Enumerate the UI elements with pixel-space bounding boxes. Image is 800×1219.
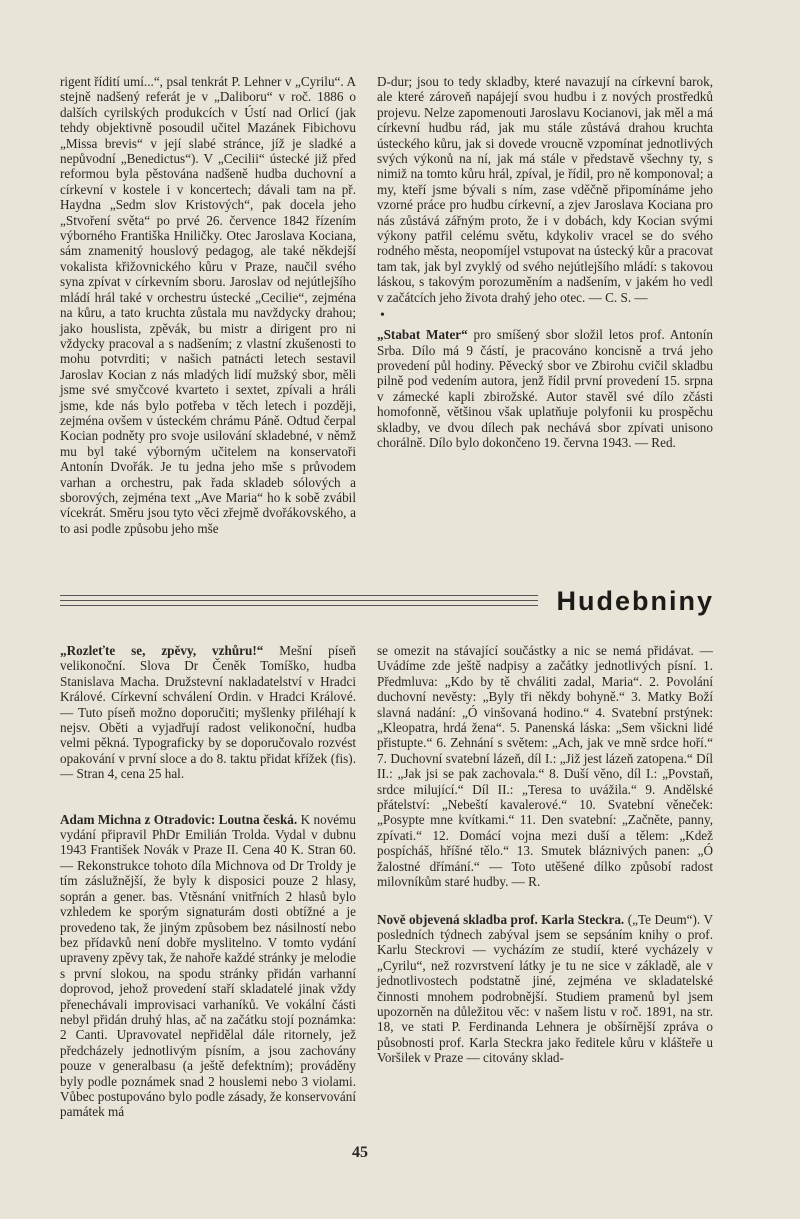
section-header: [60, 586, 714, 626]
header-rule: [60, 605, 538, 606]
review-loutna-ceska: [60, 812, 356, 1120]
column-bottom-right: [377, 643, 713, 1066]
page-number: 45: [352, 1144, 368, 1161]
review-title: „Rozleťte se, zpěvy, vzhůru!“: [60, 643, 264, 658]
paragraph-kocian-end: D-dur; jsou to tedy skladby, které navazují na církevní barok, ale které zároveň napájejí svou hudbu i z nových prostředků projevu. Nelze zapomenouti Jaroslavu Kocianovi, jak měl a má církevní hudbu rád, jak mu stále zůstává drahou kruchta ústeckého kůru, jak si dovede vroucně vzpomínat jednotlivých svých výkonů na ní, jak má stále v představě všechny ty, s nimiž na tomto kůru hrál, zpíval, je řídil, pro ně komponoval; a my, kteří jsme bývali s ním, zase vděčně připomínáme jeho vzorné práce pro hudbu církevní, a zjev Jaroslava Kociana pro nás zůstává zářným proto, že i v dobách, kdy Kocian svými výkony patřil celému světu, kdykoliv vracel se do svého rodného města, neopomíjel vstupovat na ústecký kůr a pracovat tam tak, jak byl zvyklý od svého nejútlejšího mládí: s takovou láskou, s takovým porozuměním a nadšením, v jakém ho vedl v začátcích jeho života drahý jeho otec. — C. S. —: [377, 74, 713, 305]
article-title: Nově objevená skladba prof. Karla Steckra.: [377, 911, 625, 927]
section-title: Hudebniny: [556, 586, 714, 616]
review-text: Mešní píseň velikonoční. Slova Dr Čeněk Tomíško, hudba Stanislava Macha. Družstevní nakladatelství v Hradci Králové. Církevní schválení Ordin. v Hradci Králové. — Tuto píseň možno doporučiti; myšlenky přiléhají k nejsv. Oběti a vyjadřují radost velikonoční, hudba velmi pěkná. Typograficky by se doporučovalo rozvést opakování v první sloce a do 8. taktu přidat křížek (fis). — Stran 4, cena 25 hal.: [60, 643, 356, 782]
article-stabat-mater: [377, 327, 713, 450]
article-kocian-continued: [60, 74, 356, 536]
column-top-right: [377, 74, 713, 450]
article-text: pro smíšený sbor složil letos prof. Antonín Srba. Dílo má 9 částí, je pracováno koncisně a trvá jeho provedení půl hodiny. Pěvecký sbor ve Zbirohu cvičil skladbu pilně pod vedením autora, jenž řídil první provedení 15. srpna v zámecké kapli zbirožské. Autor stavěl své dílo zčásti homofonně, většinou však uplatňuje polyfonii ku prospěchu skladby, ve dvou dílech pak nechává sbor zpívati unisono chorálně. Dílo bylo dokončeno 19. června 1943. — Red.: [377, 327, 713, 450]
article-text: („Te Deum“). V posledních týdnech zabýval jsem se sepsáním knihy o prof. Karlu Steckrovi — vycházím ze studií, které vycházely v „Cyrilu“, než rozvrstvení látky je tu ne sice v základě, ale v jednotlivostech podstatně jiné, zejména ve skladatelské činnosti mnohem podrobnější. Studiem pramenů byl jsem upozorněn na důležitou věc: v našem listu v roč. 1891, na str. 18, ve stati P. Ferdinanda Lehnera je obšírnější zpráva o působnosti prof. Karla Steckra jako ředitele kůru v klášteře u Voršilek v Praze — citovány sklad-: [377, 911, 713, 1066]
header-rule: [60, 600, 538, 601]
review-text: K novému vydání připravil PhDr Emilián Trolda. Vydal v dubnu 1943 František Novák v Praze II. Cena 40 K. Stran 60. — Rekonstrukce tohoto díla Michnova od Dr Troldy je tím záslužnější, že byly k disposici pouze 2 hlasy, soprán a gener. bas. Vtěsnání vnitřních 2 hlasů bylo vzhledem ke sporým signaturám dosti obtížné a je provedeno tak, že jiným způsobem bez násilností nebo bez přídavků není dobře myslitelno. V tomto vydání upraveny zpěvy tak, že nahoře každé stránky je melodie s první slokou, na spodu stránky přidán varhanní doprovod, jehož provedení staří skladatelé jinak vždy přenechávali improvisaci varhaníků. Ve vokální části nebyl přidán druhý hlas, ač na začátku stojí poznámka: 2 Canti. Upravovatel nepřidělal dále ritornely, jež předcházely jednotlivým písním, a jsou zachovány pouze v generalbasu (a ještě defektním); prováděny byly podle poznámek snad 2 houslemi nebo 3 violami. Vůbec postupováno bylo podle zásady, že konservování památek má: [60, 811, 356, 1120]
review-rozletete-se: [60, 643, 356, 782]
review-title: Adam Michna z Otradovic: Loutna česká.: [60, 811, 298, 827]
article-title: „Stabat Mater“: [377, 327, 468, 343]
header-rule: [60, 595, 538, 596]
column-bottom-left: [60, 643, 356, 1120]
article-steckr: [377, 912, 713, 1066]
separator-dot: •: [380, 308, 385, 324]
paragraph: rigent řídití umí...“, psal tenkrát P. Lehner v „Cyrilu“. A stejně nadšený referát je v „Daliboru“ v roč. 1886 o dalších cyrilských produkcích v Ústí nad Orlicí (jak tehdy objektivně posoudil učitel Mazánek Fibichovu „Missa brevis“ v její slabé stránce, jíž je sladké a nepůvodní „Benedictus“). V „Cecilii“ ústecké již před reformou byla pěstována nadšeně hudba duchovní a církevní v kostele i v koncertech; dávali tam na př. Haydna „Sedm slov Kristových“, pak docela jeho „Stvoření světa“ po prvé 26. července 1842 řízením výborného Františka Hniličky. Otec Jaroslava Kociana, sám znamenitý houslový pedagog, ale také někdejší vokalista křižovnického kůru v Praze, naučil svého syna zpívat v církevním sboru. Jaroslav od nejútlejšího mládí hrál také v orchestru ústecké „Cecilie“, zejména na kůru, a tato kruchta zůstala mu navždycky drahou; jako houslista, zpěvák, bu mistr a dirigent pro ni vždycky pracoval a s nadšením; z vlastní zkušenosti to mohu potvrditi; v našich patnácti letech sestavil Jaroslav Kocian z nás mladých lidí mužský sbor, měli jsme své smyčcové kvarteto i sextet, zpívali a hráli jsme, kde nás bylo potřeba v těch letech i později, zejména ovšem v ústeckém chrámu Páně. Odtud čerpal Kocian podněty pro svoje usilování skladebné, v němž mu byl také výborným učitelem na konservatoři Antonín Dvořák. Je tu jedna jeho mše s průvodem varhan a orchestru, pak řada skladeb sólových a sborových, zejména text „Ave Maria“ ho k sobě zvábil vícekrát. Směru jsou tyto věci zřejmě dvořákovského, a to asi podle způsobu jeho mše: [60, 74, 356, 536]
review-loutna-continued: se omezit na stávající součástky a nic se nemá přidávat. — Uvádíme zde ještě nadpisy a začátky jednotlivých písní. 1. Předmluva: „Kdo by tě chváliti zadal, Maria“. 2. Povolání duchovní nevěsty: „Byly tři někdy bohyně.“ 3. Matky Boží slavná nadání: „Ó vinšovaná hodino.“ 4. Svatební prstýnek: „Kleopatra, hrdá žena“. 5. Panenská láska: „Sem všickni lidé přistupte.“ 6. Zehnání s světem: „Ach, jak ve mně srdce hoří.“ 7. Duchovní svatební lázeň, díl I.: „Již jest lázeň zatopena.“ Díl II.: „Jak jsi se pak zachovala.“ 8. Duší věno, díl I.: „Povstaň, srdce milující.“ Díl II.: „Teresa to uvážila.“ 9. Andělské přátelství: „Nebeští kavalerové.“ 10. Svatební věneček: „Posypte mne kvítkami.“ 11. Den svatební: „Začněte, panny, zpívati.“ 12. Domácí vojna mezi duší a tělem: „Kdež pospícháš, hříšné tělo.“ 13. Smutek bláznivých panen: „Ó žalostné dřímání.“ — Toto utěšené dílko způsobí radost milovníkům staré hudby. — R.: [377, 643, 713, 890]
